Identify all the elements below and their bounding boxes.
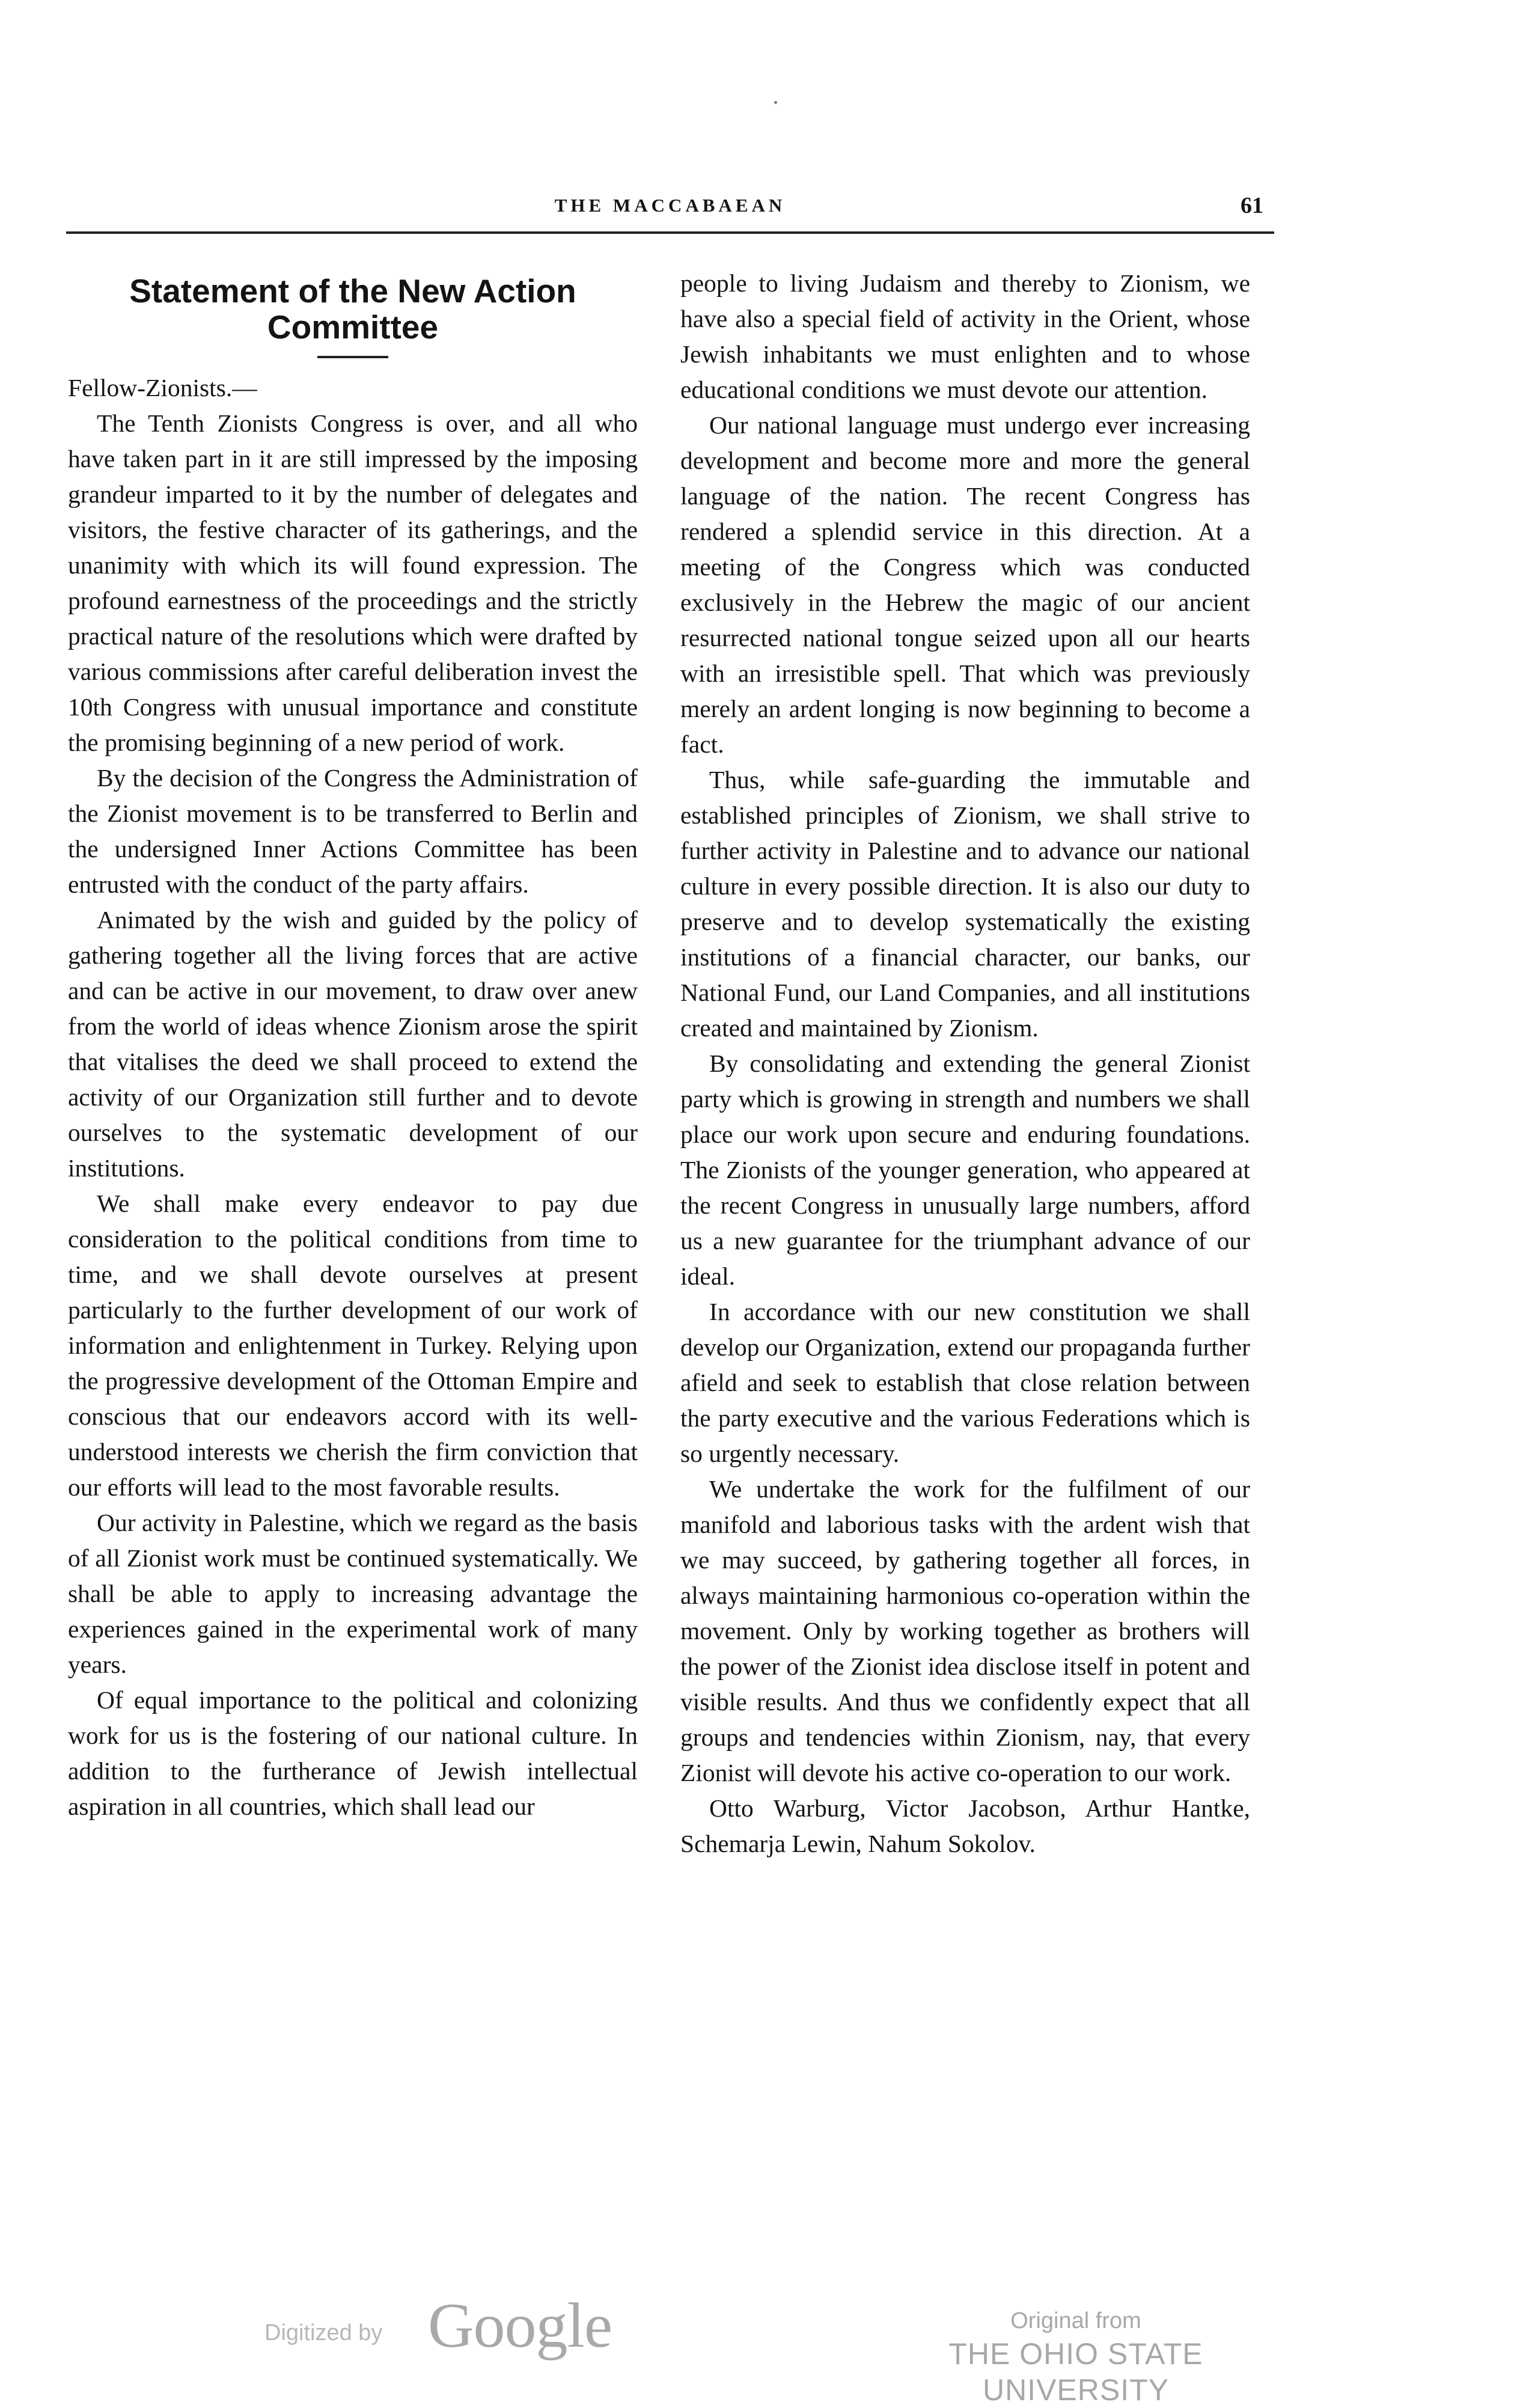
paragraph: Animated by the wish and guided by the policy of gathering together all the living forces that are active and can be active in our movement, to draw over anew from the world of ideas whence Zionism arose the spirit that vitalises the deed we shall proceed to extend the activity of our Organization still further and to devote ourselves to the systematic development of our institutions. [68,906,638,1182]
paragraph: By the decision of the Congress the Administration of the Zionist movement is to be transferred to Berlin and the undersigned Inner Actions Committee has been entrusted with the conduct of the party affairs. [68,764,638,898]
page-speck [774,101,777,104]
paragraph: We undertake the work for the fulfilment of our manifold and laborious tasks with the ardent wish that we may succeed, by gathering together all forces, in always maintaining harmonious co-operation within the movement. Only by working together as brothers will the power of the Zionist idea disclose itself in potent and visible results. And thus we confidently expect that all groups and tendencies within Zionism, nay, that every Zionist will devote his active co-operation to our work. [680,1475,1250,1786]
paragraph: The Tenth Zionists Congress is over, and all who have taken part in it are still impressed by the imposing grandeur imparted to it by the number of delegates and visitors, the festive character of its gatherings, and the unanimity with which its will found expression. The profound earnestness of the proceedings and the strictly practical nature of the resolutions which were drafted by various commissions after careful deliberation invest the 10th Congress with unusual importance and constitute the promising beginning of a new period of work. [68,409,638,756]
page-number: 61 [1241,193,1263,218]
original-from-label: Original from [1010,2308,1141,2333]
left-column [68,264,638,1824]
header-rule [66,231,1274,234]
digitized-by-watermark [264,2289,649,2361]
paragraph: Of equal importance to the political and colonizing work for us is the fostering of our national culture. In addition to the furtherance of Jewish intellectual aspiration in all countries, which shall lead our [68,1686,638,1820]
running-title: THE MACCABAEAN [554,195,786,216]
digitized-by-label: Digitized by [264,2320,383,2345]
paragraph: Our activity in Palestine, which we regard as the basis of all Zionist work must be continued systematically. We shall be able to apply to increasing advantage the experiences gained in the experimental work of many years. [68,1509,638,1678]
salutation: Fellow-Zionists.— [68,374,257,402]
source-watermark [859,2306,1292,2408]
signatories: Otto Warburg, Victor Jacobson, Arthur Hantke, Schemarja Lewin, Nahum Sokolov. [680,1794,1250,1857]
right-column [680,266,1250,1862]
google-logo: Google [428,2290,612,2361]
paragraph: Thus, while safe-guarding the immutable and established principles of Zionism, we shall strive to further activity in Palestine and to advance our national culture in every possible direction. It is also our duty to preserve and to develop systematically the existing institutions of a financial character, our banks, our National Fund, our Land Companies, and all institutions created and maintained by Zionism. [680,766,1250,1042]
article-title: Statement of the New Action Committee [129,272,576,346]
paragraph: We shall make every endeavor to pay due consideration to the political conditions from time to time, and we shall devote ourselves at present particularly to the further development of our work of information and enlightenment in Turkey. Relying upon the progressive development of the Ottoman Empire and conscious that our endeavors accord with its well-understood interests we cherish the firm conviction that our efforts will lead to the most favorable results. [68,1190,638,1501]
paragraph: people to living Judaism and thereby to Zionism, we have also a special field of activity in the Orient, whose Jewish inhabitants we must enlighten and to whose educational conditions we must devote our attention. [680,269,1250,403]
paragraph: By consolidating and extending the general Zionist party which is growing in strength and numbers we shall place our work upon secure and enduring foundations. The Zionists of the younger generation, who appeared at the recent Congress in unusually large numbers, afford us a new guarantee for the triumphant advance of our ideal. [680,1050,1250,1290]
paragraph: Our national language must undergo ever increasing development and become more and more the general language of the nation. The recent Congress has rendered a splendid service in this direction. At a meeting of the Congress which was conducted exclusively in the Hebrew the magic of our ancient resurrected national tongue seized upon all our hearts with an irresistible spell. That which was previously merely an ardent longing is now beginning to become a fact. [680,411,1250,758]
title-rule [317,356,388,358]
university-label: THE OHIO STATE UNIVERSITY [948,2337,1203,2407]
page-header [66,191,1274,220]
paragraph: In accordance with our new constitution we shall develop our Organization, extend our propaganda further afield and seek to establish that close relation between the party executive and the various Federations which is so urgently necessary. [680,1298,1250,1467]
